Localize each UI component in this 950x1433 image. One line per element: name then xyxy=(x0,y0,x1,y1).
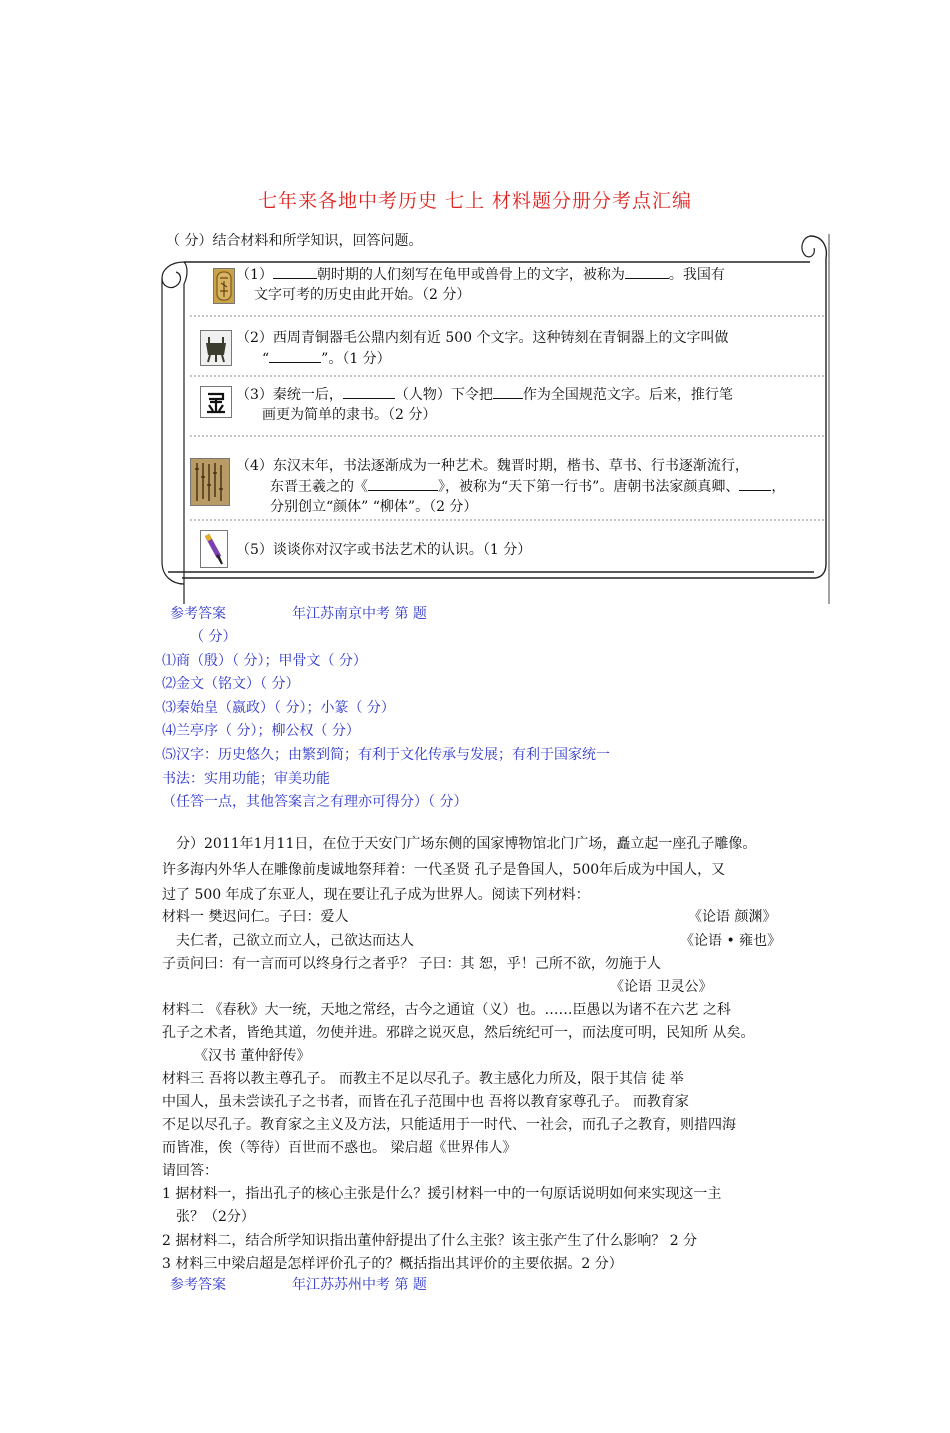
material-3-line: 而皆准，俟（等待）百世而不惑也。 梁启超《世界伟人》 xyxy=(162,1140,517,1156)
answer-line: ⑶秦始皇（嬴政）（ 分）；小篆（ 分） xyxy=(162,700,395,716)
material-1-source: 《论语 • 雍也》 xyxy=(680,933,782,949)
seal-script-icon xyxy=(200,386,232,418)
q2-paragraph-line: 分）2011年1月11日，在位于天安门广场东侧的国家博物馆北门广场，矗立起一座孔子雕像。 xyxy=(176,836,757,852)
material-3-line: 不足以尽孔子。教育家之主义及方法，只能适用于一时代、一社会，而孔子之教育，则措四海 xyxy=(162,1117,736,1133)
page-title: 七年来各地中考历史 七上 材料题分册分考点汇编 xyxy=(257,190,693,212)
answer-blank[interactable] xyxy=(269,348,321,363)
brush-pen-icon xyxy=(200,530,228,568)
oracle-bone-icon xyxy=(213,268,235,304)
sub-question: 张？（2分） xyxy=(176,1209,255,1225)
q1-text-tail: 。我国有 xyxy=(668,267,725,283)
sub-question: 3 材料三中梁启超是怎样评价孔子的？概括指出其评价的主要依据。2 分） xyxy=(162,1256,623,1272)
answer-line: （任答一点，其他答案言之有理亦可得分）（ 分） xyxy=(162,794,468,810)
q4-text-mid: 》，被称为“天下第一行书”。唐朝书法家颜真卿、 xyxy=(438,479,740,495)
answer-label: 参考答案 xyxy=(170,606,226,622)
q3-text-mid: （人物）下令把 xyxy=(394,387,493,403)
q2-text-tail: ”。（1 分） xyxy=(321,351,391,367)
q1-text: 朝时期的人们刻写在龟甲或兽骨上的文字，被称为 xyxy=(316,267,625,283)
q5-text: （5）谈谈你对汉字或书法艺术的认识。（1 分） xyxy=(236,542,532,558)
answer-line: ⑷兰亭序（ 分）；柳公权（ 分） xyxy=(162,723,360,739)
q4-comma: ， xyxy=(771,479,786,495)
material-1-line: 夫仁者，己欲立而立人，己欲达而达人 xyxy=(176,933,414,949)
sub-question: 2 据材料二，结合所学知识指出董仲舒提出了什么主张？该主张产生了什么影响？ 2 分 xyxy=(162,1233,698,1249)
material-1-source: 《论语 卫灵公》 xyxy=(610,979,713,995)
q4-text: （4）东汉末年，书法逐渐成为一种艺术。魏晋时期，楷书、草书、行书逐渐流行， xyxy=(236,458,749,474)
material-1-line: 材料一 樊迟问仁。子曰：爱人 xyxy=(162,909,349,925)
ask-label: 请回答： xyxy=(162,1163,218,1179)
q4-text-line2: 东晋王羲之的《 xyxy=(270,479,368,495)
material-2-line: 孔子之术者，皆绝其道，勿使并进。邪辟之说灭息，然后统纪可一，而法度可明，民知所 从矣。 xyxy=(162,1025,755,1041)
answer-source: 年江苏苏州中考 第 题 xyxy=(292,1277,427,1293)
answer-blank[interactable] xyxy=(493,384,523,399)
answer-blank[interactable] xyxy=(739,476,771,491)
answer-line: ⑸汉字：历史悠久；由繁到简；有利于文化传承与发展；有利于国家统一 xyxy=(162,747,610,763)
material-2-line: 材料二 《春秋》大一统，天地之常经，古今之通谊（义）也。……臣愚以为诸不在六艺 之科 xyxy=(162,1002,731,1018)
q2-quote-open: “ xyxy=(262,351,270,367)
answer-line: ⑴商（殷）（ 分）；甲骨文（ 分） xyxy=(162,653,367,669)
q3-text-tail: 作为全国规范文字。后来，推行笔 xyxy=(522,387,733,403)
answer-blank[interactable] xyxy=(368,476,438,491)
q1-text-line2: 文字可考的历史由此开始。（2 分） xyxy=(254,287,471,303)
q3-text: （3）秦统一后， xyxy=(236,387,343,403)
material-1-source: 《论语 颜渊》 xyxy=(688,909,777,925)
q2-paragraph-line: 过了 500 年成了东亚人，现在要让孔子成为世界人。阅读下列材料： xyxy=(162,887,590,903)
answer-label: 参考答案 xyxy=(170,1277,226,1293)
calligraphy-scroll-icon xyxy=(190,458,230,506)
answer-blank[interactable] xyxy=(625,264,669,279)
q3-text-line2: 画更为简单的隶书。（2 分） xyxy=(262,407,437,423)
answer-blank[interactable] xyxy=(273,264,317,279)
question-intro: （ 分）结合材料和所学知识，回答问题。 xyxy=(166,233,423,249)
material-3-line: 材料三 吾将以教主尊孔子。 而教主不足以尽孔子。教主感化力所及，限于其信 徒 举 xyxy=(162,1071,684,1087)
answer-line: ⑵金文（铭文）（ 分） xyxy=(162,676,300,692)
q2-paragraph-line: 许多海内外华人在雕像前虔诚地祭拜着：一代圣贤 孔子是鲁国人，500年后成为中国人，又 xyxy=(162,862,726,878)
sub-question: 1 据材料一，指出孔子的核心主张是什么？援引材料一中的一句原话说明如何来实现这一主 xyxy=(162,1186,722,1202)
bronze-ding-icon xyxy=(200,330,232,366)
answer-blank[interactable] xyxy=(343,384,395,399)
answer-source: 年江苏南京中考 第 题 xyxy=(292,606,427,622)
q2-text: （2）西周青铜器毛公鼎内刻有近 500 个文字。这种铸刻在青铜器上的文字叫做 xyxy=(236,330,729,346)
q1-label: （1） xyxy=(236,267,273,283)
material-3-line: 中国人，虽未尝读孔子之书者，而皆在孔子范围中也 吾将以教育家尊孔子。 而教育家 xyxy=(162,1094,689,1110)
material-1-line: 子贡问曰：有一言而可以终身行之者乎？ 子曰：其 恕，乎！己所不欲，勿施于人 xyxy=(162,956,661,972)
answer-score: （ 分） xyxy=(190,629,237,645)
q4-text-line3: 分别创立“颜体” “柳体”。（2 分） xyxy=(270,499,478,515)
material-2-source: 《汉书 董仲舒传》 xyxy=(194,1048,311,1064)
answer-line: 书法：实用功能；审美功能 xyxy=(162,771,330,787)
